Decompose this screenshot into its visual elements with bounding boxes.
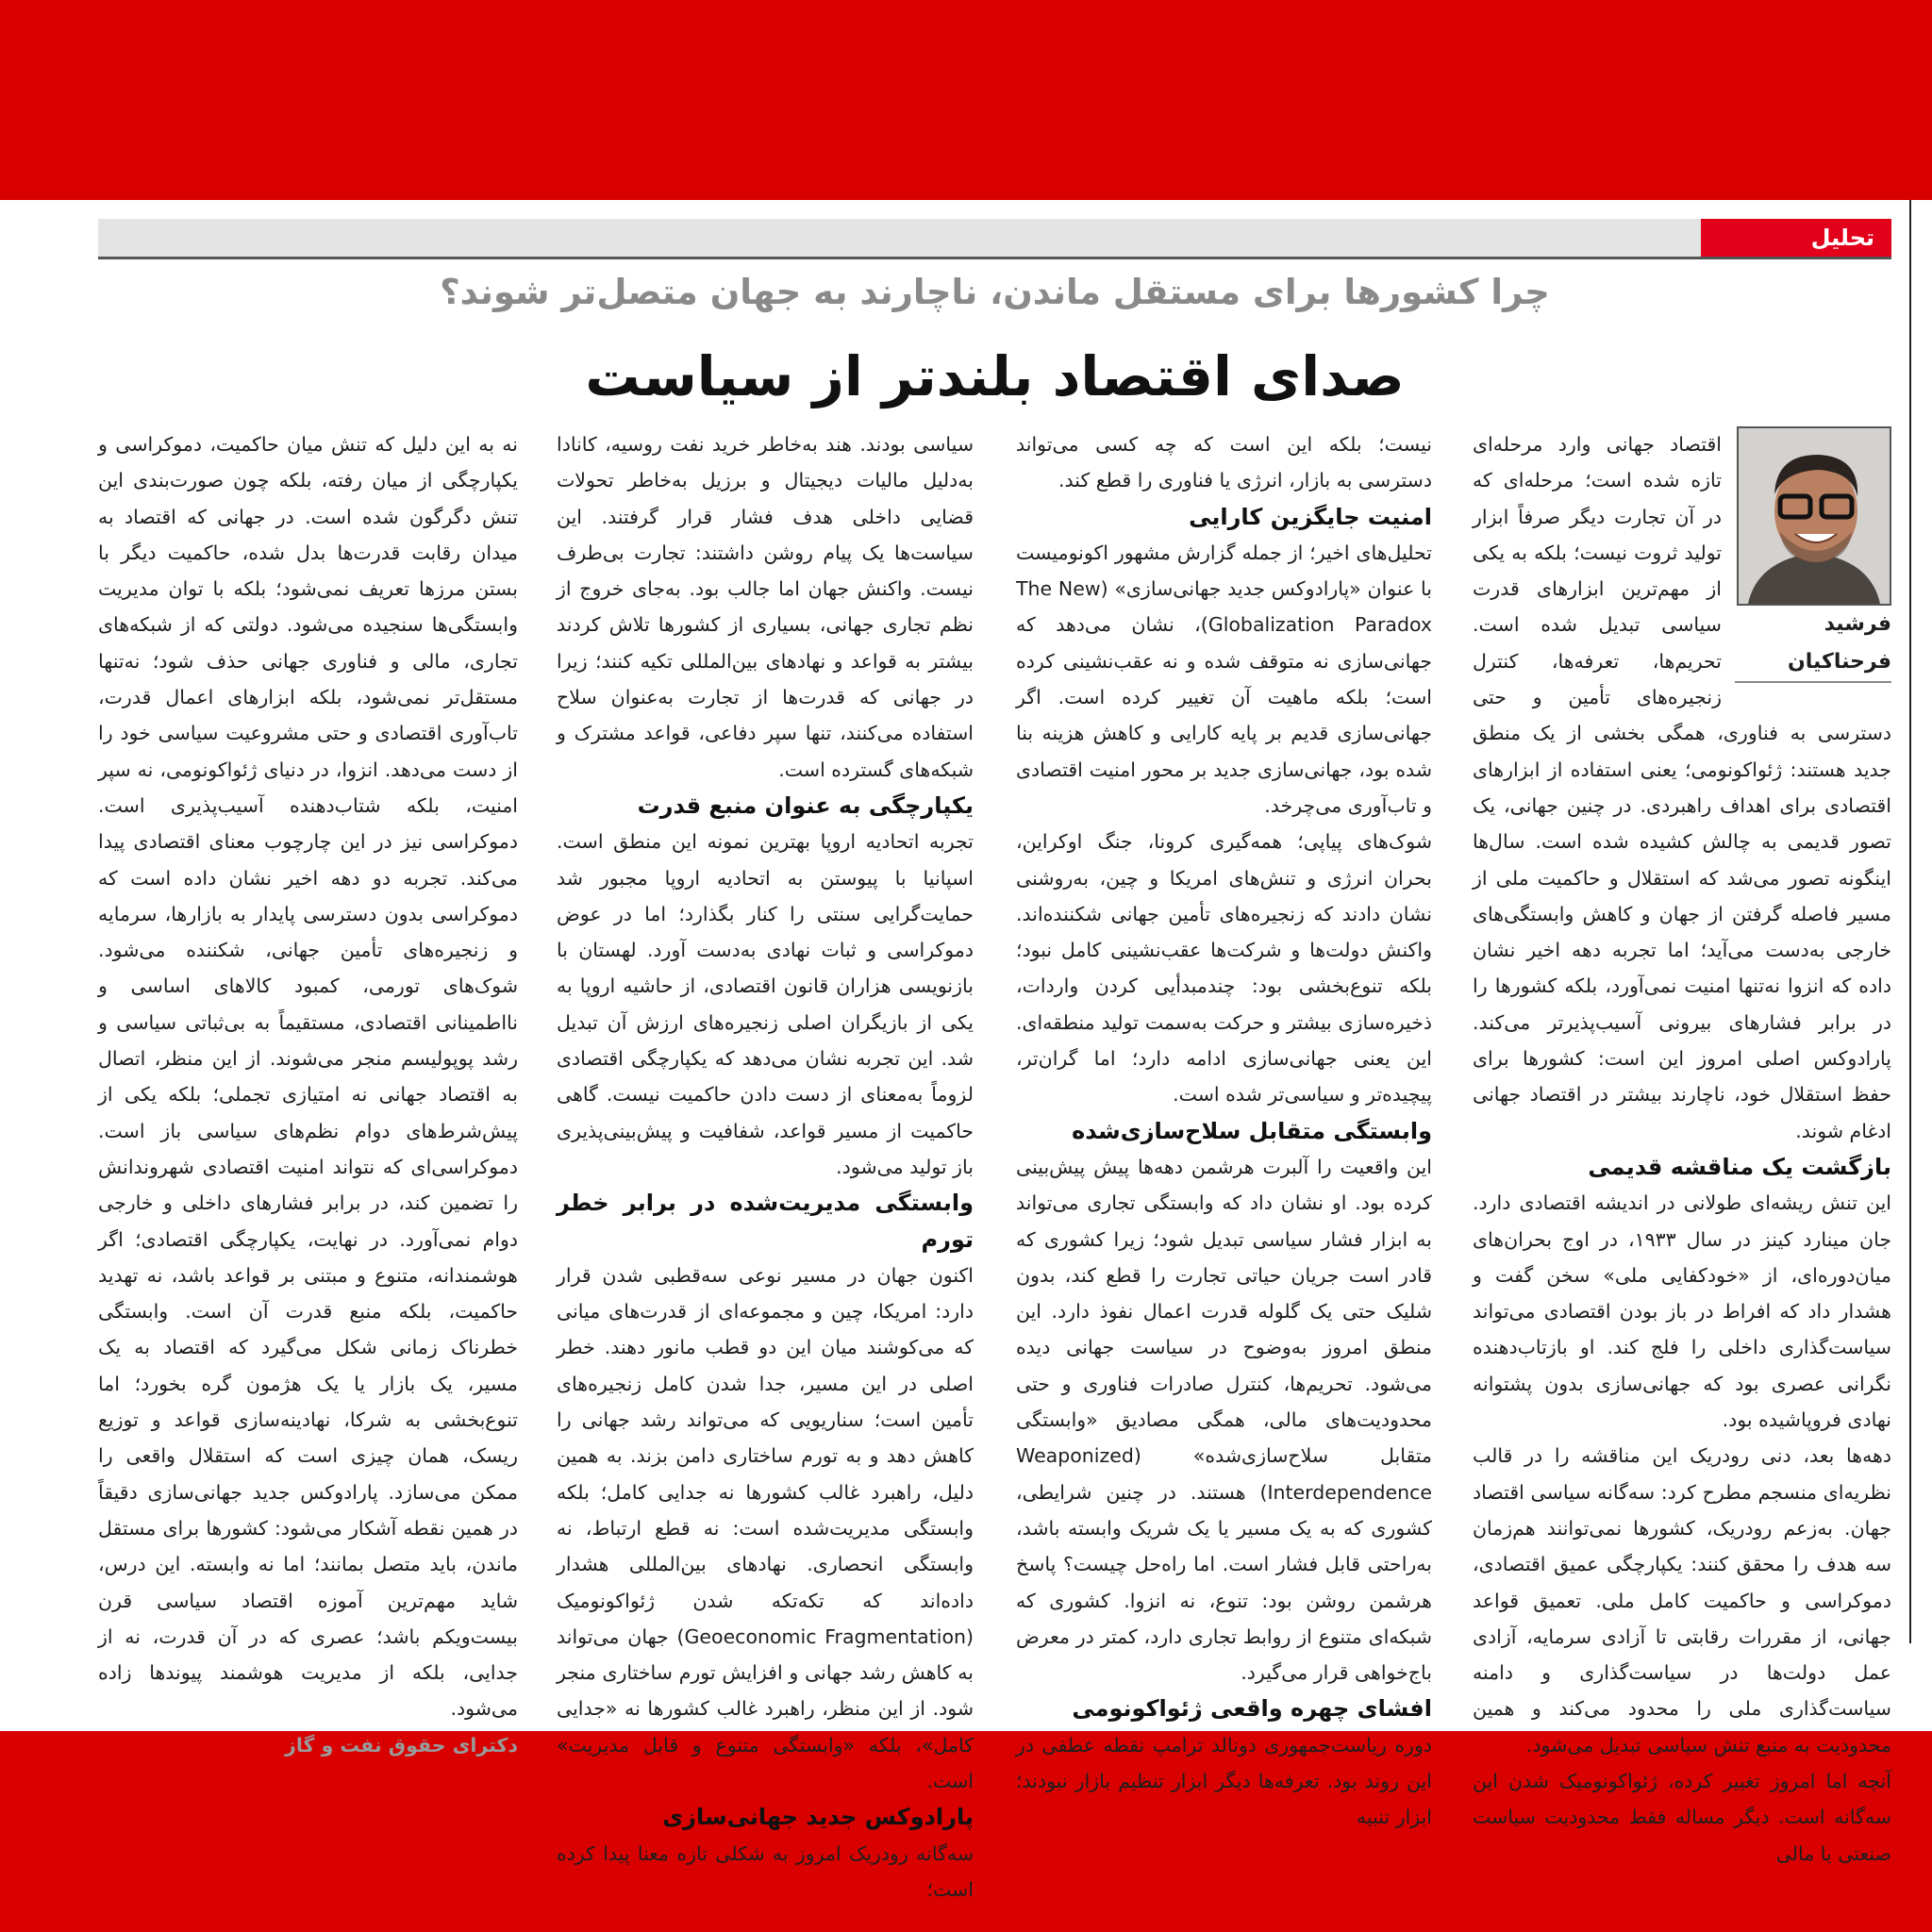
article-column-2 bbox=[1016, 426, 1433, 1829]
section-heading: وابستگی مدیریت‌شده در برابر خطر تورم bbox=[557, 1190, 974, 1253]
paragraph: سه‌گانه رودریک امروز به شکلی تازه معنا پیدا کرده است؛ bbox=[557, 1841, 974, 1901]
section-heading: وابستگی متقابل سلاح‌سازی‌شده bbox=[1072, 1117, 1432, 1144]
paragraph: شوک‌های پیاپی؛ همه‌گیری کرونا، جنگ اوکراین، بحران انرژی و تنش‌های امریکا و چین، به‌روشنی نشان دادند که زنجیره‌های تأمین جهانی شکننده‌اند. واکنش دولت‌ها و شرکت‌ها عقب‌نشینی کامل نبود؛ بلکه تنوع‌بخشی بود: چندمبدأیی کردن واردات، ذخیره‌سازی بیشتر و حرکت به‌سمت تولید منطقه‌ای. این یعنی جهانی‌سازی ادامه دارد؛ اما گران‌تر، پیچیده‌تر و سیاسی‌تر شده است. bbox=[1016, 830, 1432, 1107]
paragraph: نیست؛ بلکه این است که چه کسی می‌تواند دسترسی به بازار، انرژی یا فناوری را قطع کند. bbox=[1016, 433, 1432, 492]
author-box bbox=[1735, 426, 1891, 683]
author-name: فرشید فرحناکیان bbox=[1735, 606, 1891, 683]
paragraph: سیاسی بودند. هند به‌خاطر خرید نفت روسیه، کانادا به‌دلیل مالیات دیجیتال و برزیل به‌خاطر تحولات قضایی داخلی هدف فشار قرار گرفتند. این سیاست‌ها یک پیام روشن داشتند: تجارت بی‌طرف نیست. واکنش جهان اما جالب بود. به‌جای خروج از نظم تجاری جهانی، بسیاری از کشورها تلاش کردند بیشتر به قواعد و نهادهای بین‌المللی تکیه کنند؛ زیرا در جهانی که قدرت‌ها از تجارت به‌عنوان سلاح استفاده می‌کنند، تنها سپر دفاعی، قواعد مشترک و شبکه‌های گسترده است. bbox=[557, 433, 974, 781]
paragraph: اکنون جهان در مسیر نوعی سه‌قطبی شدن قرار دارد: امریکا، چین و مجموعه‌ای از قدرت‌های میانی که می‌کوشند میان این دو قطب مانور دهند. خطر اصلی در این مسیر، جدا شدن کامل زنجیره‌های تأمین است؛ سناریویی که می‌تواند رشد جهانی را کاهش دهد و به تورم ساختاری دامن بزند. به همین دلیل، راهبرد غالب کشورها نه جدایی کامل؛ بلکه وابستگی مدیریت‌شده است: نه قطع ارتباط، نه وابستگی انحصاری. نهادهای بین‌المللی هشدار داده‌اند که تکه‌تکه شدن ژئواکونومیک (Geoeconomic Fragmentation) جهان می‌تواند به کاهش رشد جهانی و افزایش تورم ساختاری منجر شود. از این منظر، راهبرد غالب کشورها نه «جدایی کامل»، بلکه «وابستگی متنوع و قابل مدیریت» است. bbox=[557, 1263, 974, 1792]
article-column-4 bbox=[98, 426, 518, 1757]
author-credential: دکترای حقوق نفت و گاز bbox=[285, 1733, 518, 1757]
article-column-3 bbox=[557, 426, 974, 1901]
top-red-band bbox=[0, 0, 1932, 200]
paragraph: اقتصاد جهانی وارد مرحله‌ای تازه شده است؛ مرحله‌ای که در آن تجارت دیگر صرفاً ابزار تولید ثروت نیست؛ بلکه به یکی از مهم‌ترین ابزارهای قدرت سیاسی تبدیل شده است. تحریم‌ها، تعرفه‌ها، کنترل زنجیره‌های تأمین و حتی دسترسی به فناوری، همگی بخشی از یک منطق جدید هستند: ژئواکونومی؛ یعنی استفاده از ابزارهای اقتصادی برای اهداف راهبردی. در چنین جهانی، یک تصور قدیمی به چالش کشیده شده است. سال‌ها اینگونه تصور می‌شد که استقلال و حاکمیت ملی از مسیر فاصله گرفتن از جهان و کاهش وابستگی‌های خارجی به‌دست می‌آید؛ اما تجربه دهه اخیر نشان داده که انزوا نه‌تنها امنیت نمی‌آورد، بلکه کشورها را در برابر فشارهای بیرونی آسیب‌پذیرتر می‌کند. پارادوکس اصلی امروز این است: کشورها برای حفظ استقلال خود، ناچارند بیشتر در اقتصاد جهانی ادغام شوند. bbox=[1473, 433, 1891, 1142]
paragraph: دهه‌ها بعد، دنی رودریک این مناقشه را در قالب نظریه‌ای منسجم مطرح کرد: سه‌گانه سیاسی اقتصاد جهان. به‌زعم رودریک، کشورها نمی‌توانند هم‌زمان سه هدف را محقق کنند: یکپارچگی عمیق اقتصادی، دموکراسی و حاکمیت کامل ملی. تعمیق قواعد جهانی، از مقررات رقابتی تا آزادی سرمایه، آزادی عمل دولت‌ها در سیاست‌گذاری و دامنه سیاست‌گذاری ملی را محدود می‌کند و همین محدودیت به منبع تنش سیاسی تبدیل می‌شود. bbox=[1473, 1444, 1891, 1757]
section-heading: افشای چهره واقعی ژئواکونومی bbox=[1072, 1695, 1432, 1723]
author-photo-icon bbox=[1737, 426, 1891, 606]
section-tag: تحلیل bbox=[1701, 219, 1891, 257]
paragraph: تجربه اتحادیه اروپا بهترین نمونه این منطق است. اسپانیا با پیوستن به اتحادیه اروپا مجبور شد حمایت‌گرایی سنتی را کنار بگذارد؛ اما در عوض دموکراسی و ثبات نهادی به‌دست آورد. لهستان با بازنویسی هزاران قانون اقتصادی، از حاشیه اروپا به یکی از بازیگران اصلی زنجیره‌های ارزش آن تبدیل شد. این تجربه نشان می‌دهد که یکپارچگی اقتصادی لزوماً به‌معنای از دست دادن حاکمیت نیست. گاهی حاکمیت از مسیر قواعد، شفافیت و پیش‌بینی‌پذیری باز تولید می‌شود. bbox=[557, 830, 974, 1178]
article-title: صدای اقتصاد بلندتر از سیاست bbox=[585, 344, 1405, 408]
paragraph: این واقعیت را آلبرت هرشمن دهه‌ها پیش پیش‌بینی کرده بود. او نشان داد که وابستگی تجاری می‌تواند به ابزار فشار سیاسی تبدیل شود؛ زیرا کشوری که قادر است جریان حیاتی تجارت را قطع کند، بدون شلیک حتی یک گلوله قدرت اعمال نفوذ دارد. این منطق امروز به‌وضوح در سیاست جهانی دیده می‌شود. تحریم‌ها، کنترل صادرات فناوری و حتی محدودیت‌های مالی، همگی مصادیق «وابستگی متقابل سلاح‌سازی‌شده» (Weaponized Interdependence) هستند. در چنین شرایطی، کشوری که به یک مسیر یا یک شریک وابسته باشد، به‌راحتی قابل فشار است. اما راه‌حل چیست؟ پاسخ هرشمن روشن بود: تنوع، نه انزوا. کشوری که شبکه‌ای متنوع از روابط تجاری دارد، کمتر در معرض باج‌خواهی قرار می‌گیرد. bbox=[1016, 1155, 1432, 1685]
page-edge-rule bbox=[1909, 200, 1911, 1643]
section-heading: پارادوکس جدید جهانی‌سازی bbox=[662, 1804, 974, 1831]
paragraph: تحلیل‌های اخیر؛ از جمله گزارش مشهور اکونومیست با عنوان «پارادوکس جدید جهانی‌سازی» (The New Globalization Paradox)، نشان می‌دهد که جهانی‌سازی نه متوقف شده و نه عقب‌نشینی کرده است؛ بلکه ماهیت آن تغییر کرده است. اگر جهانی‌سازی قدیم بر پایه کارایی و کاهش هزینه بنا شده بود، جهانی‌سازی جدید بر محور امنیت اقتصادی و تاب‌آوری می‌چرخد. bbox=[1016, 541, 1433, 817]
paragraph: آنچه اما امروز تغییر کرده، ژئواکونومیک شدن این سه‌گانه است. دیگر مساله فقط محدودیت سیاست صنعتی یا مالی bbox=[1473, 1769, 1891, 1865]
section-heading: امنیت جایگزین کارایی bbox=[1189, 503, 1432, 530]
paragraph: نه به این دلیل که تنش میان حاکمیت، دموکراسی و یکپارچگی از میان رفته، بلکه چون صورت‌بندی این تنش دگرگون شده است. در جهانی که اقتصاد به میدان رقابت قدرت‌ها بدل شده، حاکمیت دیگر با بستن مرزها تعریف نمی‌شود؛ بلکه با توان مدیریت وابستگی‌ها سنجیده می‌شود. دولتی که از شبکه‌های تجاری، مالی و فناوری جهانی حذف شود؛ نه‌تنها مستقل‌تر نمی‌شود، بلکه ابزارهای اعمال قدرت، تاب‌آوری اقتصادی و حتی مشروعیت سیاسی خود را از دست می‌دهد. انزوا، در دنیای ژئواکونومی، نه سپر امنیت، بلکه شتاب‌دهنده آسیب‌پذیری است. دموکراسی نیز در این چارچوب معنای اقتصادی پیدا می‌کند. تجربه دو دهه اخیر نشان داده است که دموکراسی بدون دسترسی پایدار به بازارها، سرمایه و زنجیره‌های تأمین جهانی، شکننده می‌شود. شوک‌های تورمی، کمبود کالاهای اساسی و نااطمینانی اقتصادی، مستقیماً به بی‌ثباتی سیاسی و رشد پوپولیسم منجر می‌شوند. از این منظر، اتصال به اقتصاد جهانی نه امتیازی تجملی؛ بلکه یکی از پیش‌شرط‌های دوام نظم‌های سیاسی باز است. دموکراسی‌ای که نتواند امنیت اقتصادی شهروندانش را تضمین کند، در برابر فشارهای داخلی و خارجی دوام نمی‌آورد. در نهایت، یکپارچگی اقتصادی؛ اگر هوشمندانه، متنوع و مبتنی بر قواعد باشد، نه تهدید حاکمیت، بلکه منبع قدرت آن است. وابستگی خطرناک زمانی شکل می‌گیرد که اقتصاد به یک مسیر، یک بازار یا یک هژمون گره بخورد؛ اما تنوع‌بخشی به شرکا، نهادینه‌سازی قواعد و توزیع ریسک، همان چیزی است که استقلال واقعی را ممکن می‌سازد. پارادوکس جدید جهانی‌سازی دقیقاً در همین نقطه آشکار می‌شود: کشورها برای مستقل ماندن، باید متصل بمانند؛ اما نه وابسته. این درس، شاید مهم‌ترین آموزه اقتصاد سیاسی قرن بیست‌ویکم باشد؛ عصری که در آن قدرت، نه از جدایی، بلکه از مدیریت هوشمند پیوندها زاده می‌شود. bbox=[98, 433, 518, 1721]
paragraph: این تنش ریشه‌ای طولانی در اندیشه اقتصادی دارد. جان مینارد کینز در سال ۱۹۳۳، در اوج بحران‌های میان‌دوره‌ای، از «خودکفایی ملی» سخن گفت و هشدار داد که افراط در باز بودن اقتصادی می‌تواند سیاست‌گذاری داخلی را فلج کند. او بازتاب‌دهنده نگرانی عصری بود که جهانی‌سازی بدون پشتوانه نهادی فروپاشیده بود. bbox=[1473, 1191, 1891, 1432]
article-column-1 bbox=[1473, 426, 1891, 1865]
section-heading: بازگشت یک مناقشه قدیمی bbox=[1588, 1153, 1891, 1180]
article-kicker: چرا کشورها برای مستقل ماندن، ناچارند به جهان متصل‌تر شوند؟ bbox=[440, 272, 1550, 312]
section-header-bar bbox=[98, 219, 1891, 259]
paragraph: دوره ریاست‌جمهوری دونالد ترامپ نقطه عطفی در این روند بود. تعرفه‌ها دیگر ابزار تنظیم بازار نبودند؛ ابزار تنبیه bbox=[1016, 1733, 1432, 1829]
section-heading: یکپارچگی به عنوان منبع قدرت bbox=[637, 791, 974, 819]
